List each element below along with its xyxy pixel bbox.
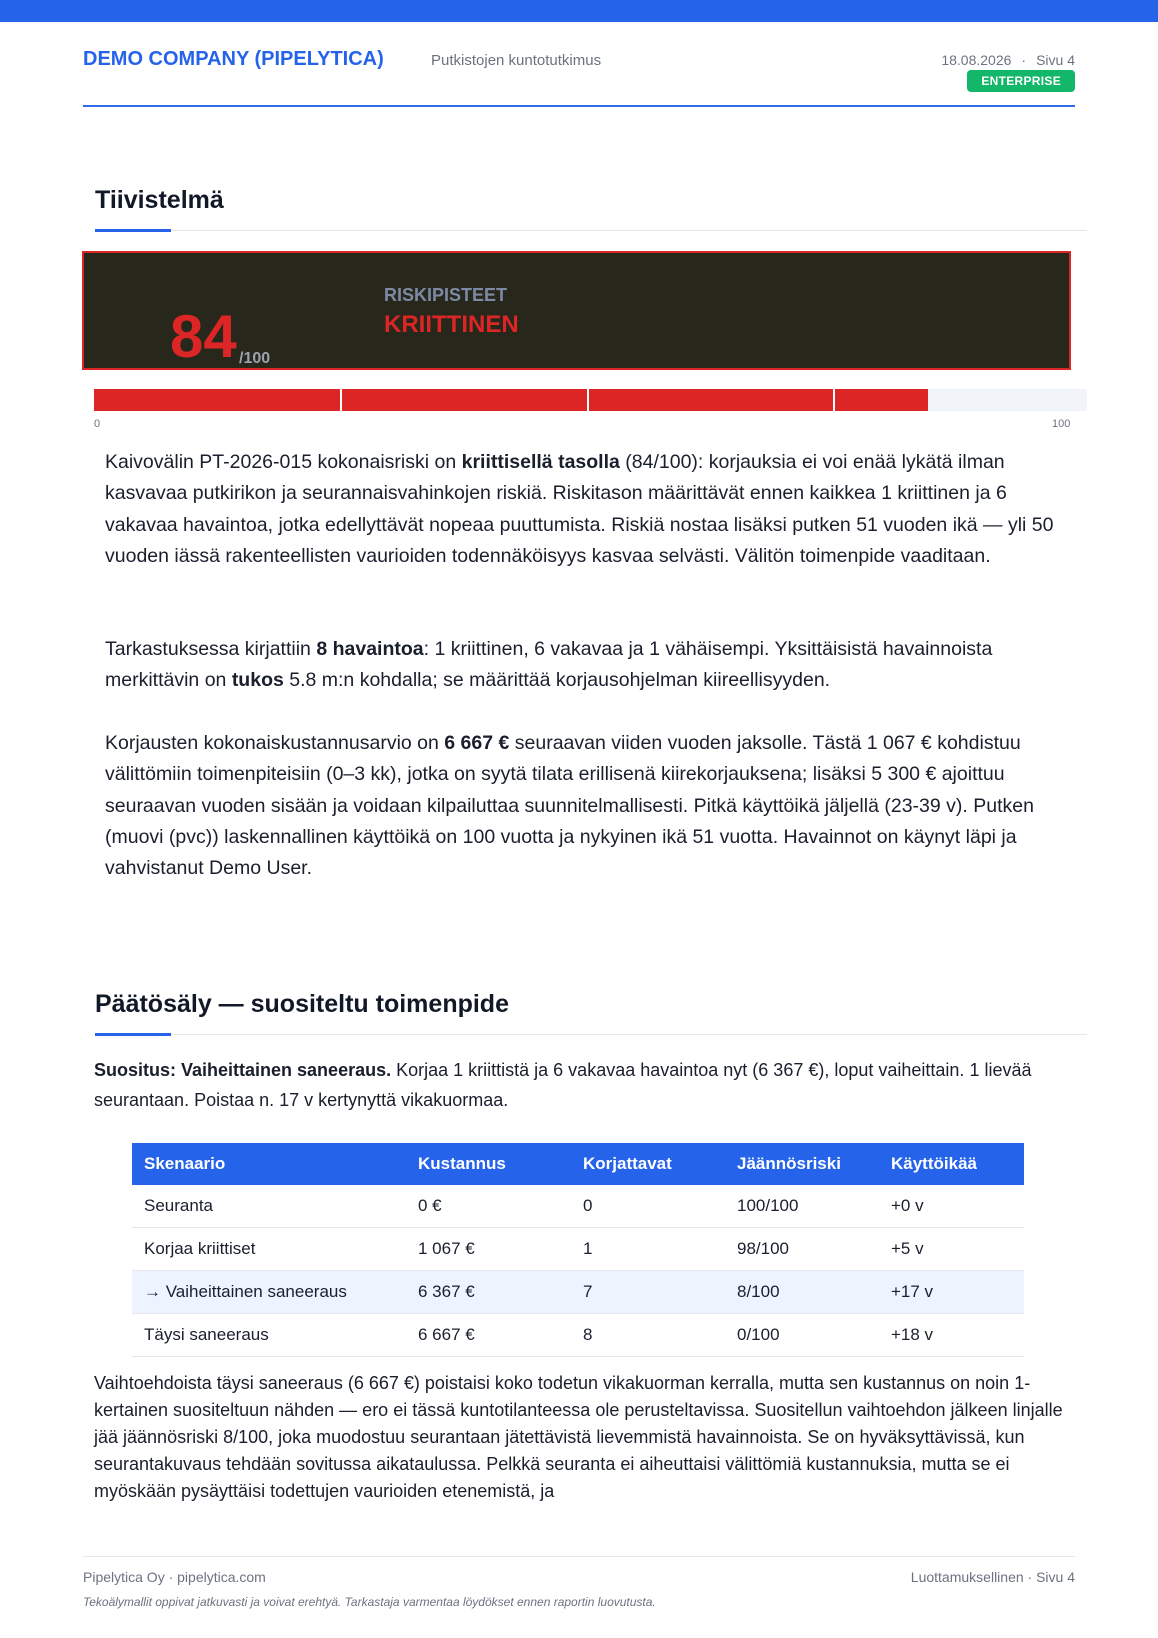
table-cell: → Vaiheittainen saneeraus (132, 1271, 406, 1314)
plan-badge: ENTERPRISE (967, 70, 1075, 92)
table-cell: Korjaa kriittiset (132, 1228, 406, 1271)
summary-paragraph-1 (105, 447, 1065, 572)
column-header: Käyttöikää (879, 1143, 1024, 1185)
table-row (132, 1228, 1024, 1271)
risk-score-panel (82, 251, 1071, 370)
table-cell: 0/100 (725, 1314, 879, 1357)
table-cell: 98/100 (725, 1228, 879, 1271)
risk-score-label: RISKIPISTEET (384, 285, 508, 305)
table-row-recommended (132, 1271, 1024, 1314)
summary-heading-accent (95, 229, 171, 232)
scenario-table (132, 1143, 1024, 1357)
footer-rule (83, 1556, 1075, 1557)
table-cell: 1 067 € (406, 1228, 571, 1271)
table-cell: 6 367 € (406, 1271, 571, 1314)
report-subtitle: Putkistojen kuntotutkimus (431, 52, 602, 69)
risk-bar-divider (833, 389, 835, 411)
text-span: 5.8 m:n kohdalla; se määrittää korjausohjelman kiireellisyyden. (283, 669, 831, 692)
column-header: Korjattavat (571, 1143, 725, 1185)
table-cell: +0 v (879, 1185, 1024, 1228)
decision-heading-accent (95, 1033, 171, 1036)
table-cell: 0 € (406, 1185, 571, 1228)
text-emphasis: 8 havaintoa (316, 638, 424, 660)
decision-heading: Päätösäly — suositeltu toimenpide (95, 990, 509, 1018)
report-date: 18.08.2026 (941, 52, 1012, 68)
table-cell: Täysi saneeraus (132, 1314, 406, 1357)
summary-paragraph-2 (105, 634, 1065, 697)
decision-paragraph: Vaihtoehdoista täysi saneeraus (6 667 €) poistaisi koko todetun vikakuorman kerralla, mutta sen kustannus on noin 1-kertainen suositeltuun nähden — ero ei tässä kuntotilanteessa ole perusteltavissa. Suositellun vaihtoehdon jälkeen linjalle jää jäännösriski 8/100, joka muodostuu seurantaan jätettävistä lievemmistä havainnoista. Se on hyväksyttävissä, kun seurantakuvaus tehdään sovitussa aikataulussa. Pelkkä seuranta ei aiheuttaisi välittömiä kustannuksia, mutta se ei myöskään pysäyttäisi todettujen vaurioiden etenemistä, ja (94, 1373, 1063, 1501)
recommendation-text: Korjaa 1 kriittistä ja 6 vakavaa havaintoa nyt (6 367 €), loput vaiheittain. 1 lievää seurantaan. Poistaa n. 17 v kertynyttä vikakuormaa. (94, 1060, 1032, 1110)
table-cell: +17 v (879, 1271, 1024, 1314)
top-accent-bar (0, 0, 1158, 22)
table-cell: Seuranta (132, 1185, 406, 1228)
text-span: Kaivovälin PT-2026-015 kokonaisriski on (105, 451, 462, 473)
risk-level: KRIITTINEN (384, 311, 519, 338)
text-span: (84/100): korjauksia ei voi enää lykätä ilman kasvavaa putkirikon ja seurannaisvahinkojen riskiä. Riskitason määrittävät ennen kaikkea 1 kriittinen ja 6 vakavaa havaintoa, jotka edellyttävät nopeaa puuttumista. Riskiä nostaa lisäksi putken 51 vuoden ikä — yli 50 vuoden iässä rakenteellisten vaurioiden todennäköisyys kasvaa selvästi. Välitön toimenpide vaaditaan. (105, 451, 1054, 567)
summary-heading: Tiivistelmä (95, 186, 224, 214)
risk-bar-divider (340, 389, 342, 411)
column-header: Skenaario (132, 1143, 406, 1185)
risk-progress-fill (94, 389, 928, 411)
company-name: DEMO COMPANY (PIPELYTICA) (83, 48, 384, 70)
summary-paragraph-3 (105, 728, 1065, 884)
table-cell: 6 667 € (406, 1314, 571, 1357)
table-row (132, 1185, 1024, 1228)
recommendation (94, 1055, 1074, 1115)
summary-heading-rule (95, 230, 1087, 231)
text-span: Korjausten kokonaiskustannusarvio on (105, 732, 445, 754)
recommendation-title: Suositus: Vaiheittainen saneeraus. (94, 1060, 392, 1080)
text-span: Tarkastuksessa kirjattiin (105, 638, 317, 660)
table-cell: 7 (571, 1271, 725, 1314)
risk-bar-min-label: 0 (94, 418, 101, 430)
footer-disclaimer: Tekoälymallit oppivat jatkuvasti ja voivat erehtyä. Tarkastaja varmentaa löydökset ennen raportin luovutusta. (83, 1595, 656, 1609)
table-cell: +5 v (879, 1228, 1024, 1271)
text-span: seuraavan viiden vuoden jaksolle. Tästä 1 067 € kohdistuu välittömiin toimenpiteisiin (0–3 kk), jotka on syytä tilata erillisenä kiirekorjauksena; lisäksi 5 300 € ajoittuu seuraavan vuoden sisään ja voidaan kilpailuttaa suunnitelmallisesti. Pitkä käyttöikä jäljellä (23-39 v). Putken (muovi (pvc)) laskennallinen käyttöikä on 100 vuotta ja nykyinen ikä 51 vuotta. Havainnot on käynyt läpi ja vahvistanut Demo User. (105, 732, 1034, 880)
meta-separator: · (1021, 52, 1027, 68)
table-cell: 0 (571, 1185, 725, 1228)
table-header-row (132, 1143, 1024, 1185)
table-cell: 8 (571, 1314, 725, 1357)
risk-progress-bar (94, 389, 1087, 411)
risk-score-value: 84 (170, 303, 237, 370)
footer-confidential: Luottamuksellinen · Sivu 4 (910, 1569, 1075, 1585)
column-header: Jäännösriski (725, 1143, 879, 1185)
table-cell: 8/100 (725, 1271, 879, 1314)
table-cell: 1 (571, 1228, 725, 1271)
risk-bar-divider (587, 389, 589, 411)
page-number: Sivu 4 (1036, 52, 1075, 68)
page-header (83, 22, 1075, 107)
footer-company: Pipelytica Oy · pipelytica.com (83, 1569, 266, 1585)
risk-bar-max-label: 100 (1052, 418, 1071, 430)
text-span: : 1 kriittinen, 6 vakavaa ja 1 vähäisempi. Yksittäisistä havainnoista merkittävin on (105, 638, 993, 692)
text-emphasis: 6 667 € (444, 732, 510, 754)
text-emphasis: kriittisellä tasolla (461, 451, 620, 473)
table-cell: +18 v (879, 1314, 1024, 1357)
table-row (132, 1314, 1024, 1357)
column-header: Kustannus (406, 1143, 571, 1185)
table-cell: 100/100 (725, 1185, 879, 1228)
text-emphasis: tukos (231, 669, 284, 692)
risk-score-max: /100 (239, 350, 271, 367)
decision-heading-rule (95, 1034, 1087, 1035)
header-meta (941, 52, 1075, 68)
